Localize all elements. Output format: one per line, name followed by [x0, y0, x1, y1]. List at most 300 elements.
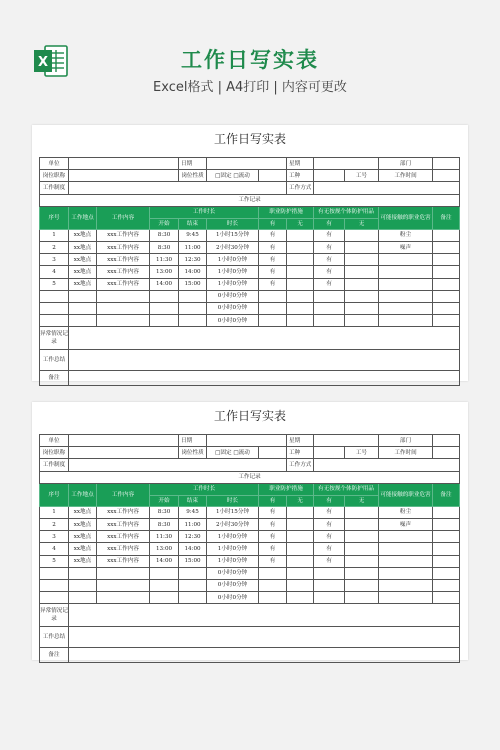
- table-cell: [97, 567, 150, 579]
- table-cell: 可能接触的职业危害: [379, 483, 433, 506]
- table-cell: [314, 435, 379, 447]
- table-cell: 有: [314, 229, 345, 241]
- table-cell: [345, 543, 379, 555]
- table-cell: 0小时0分钟: [207, 567, 259, 579]
- table-cell: [314, 447, 345, 459]
- table-cell: 0小时0分钟: [207, 302, 259, 314]
- table-cell: 1: [40, 229, 69, 241]
- table-cell: [379, 531, 433, 543]
- table-cell: [69, 290, 97, 302]
- table-cell: 可能接触的职业危害: [379, 206, 433, 229]
- table-cell: [259, 592, 287, 604]
- table-cell: 14:00: [150, 278, 179, 290]
- table-cell: 结束: [179, 495, 207, 506]
- table-cell: xxx工作内容: [97, 555, 150, 567]
- table-cell: 有: [314, 266, 345, 278]
- table-cell: 岗位性质: [179, 170, 207, 182]
- table-cell: [345, 567, 379, 579]
- table-cell: [345, 266, 379, 278]
- table-cell: [69, 302, 97, 314]
- table-cell: 异常情况记录: [40, 327, 69, 350]
- table-cell: 粉尘: [379, 229, 433, 241]
- table-cell: [345, 592, 379, 604]
- table-row: [40, 302, 460, 314]
- table-cell: 时长: [207, 495, 259, 506]
- table-cell: [179, 592, 207, 604]
- table-cell: 有: [314, 218, 345, 229]
- table-cell: 无: [287, 495, 314, 506]
- table-cell: 工号: [345, 170, 379, 182]
- table-cell: [179, 567, 207, 579]
- info-row: [40, 158, 460, 170]
- table-cell: 13:00: [150, 266, 179, 278]
- table-cell: [69, 459, 287, 471]
- table-cell: 有无按规个体防护用品: [314, 206, 379, 218]
- table-cell: 12:30: [179, 254, 207, 266]
- table-cell: 工作时长: [150, 483, 259, 495]
- record-title-row: [40, 194, 460, 206]
- table-cell: 11:30: [150, 254, 179, 266]
- record-table: [39, 157, 460, 386]
- table-cell: [379, 302, 433, 314]
- table-cell: [150, 315, 179, 327]
- table-cell: 2小时30分钟: [207, 241, 259, 253]
- table-cell: 1小时0分钟: [207, 278, 259, 290]
- table-cell: 日期: [179, 158, 207, 170]
- table-cell: xx地点: [69, 229, 97, 241]
- table-cell: [287, 555, 314, 567]
- table-cell: 无: [345, 218, 379, 229]
- table-cell: [150, 567, 179, 579]
- table-cell: 有: [314, 278, 345, 290]
- table-cell: [259, 290, 287, 302]
- table-cell: [345, 531, 379, 543]
- table-row: [40, 266, 460, 278]
- table-cell: 工作制度: [40, 459, 69, 471]
- table-cell: 岗位性质: [179, 447, 207, 459]
- table-cell: 工种: [287, 170, 314, 182]
- table-cell: 有: [314, 531, 345, 543]
- table-cell: [433, 543, 460, 555]
- table-cell: [433, 266, 460, 278]
- table-cell: [345, 506, 379, 518]
- table-cell: [69, 170, 179, 182]
- table-row: [40, 579, 460, 591]
- table-cell: 开始: [150, 495, 179, 506]
- table-cell: [150, 302, 179, 314]
- table-cell: 部门: [379, 435, 433, 447]
- table-cell: 工作制度: [40, 182, 69, 194]
- table-cell: [69, 648, 460, 663]
- table-cell: □固定 □流动: [207, 447, 259, 459]
- table-cell: 职业防护措施: [259, 206, 314, 218]
- table-cell: 5: [40, 555, 69, 567]
- table-cell: 工作方式: [287, 182, 314, 194]
- table-cell: 星期: [287, 435, 314, 447]
- table-cell: □固定 □流动: [207, 170, 259, 182]
- table-cell: 有: [259, 278, 287, 290]
- table-cell: 有: [259, 495, 287, 506]
- header: [0, 0, 500, 110]
- table-cell: 有: [314, 241, 345, 253]
- table-row: [40, 531, 460, 543]
- table-cell: [69, 604, 460, 627]
- table-cell: 4: [40, 543, 69, 555]
- table-cell: [433, 579, 460, 591]
- remark-row: [40, 371, 460, 386]
- table-cell: 11:00: [179, 241, 207, 253]
- table-cell: [40, 290, 69, 302]
- remark-row: [40, 648, 460, 663]
- table-cell: xxx工作内容: [97, 543, 150, 555]
- table-cell: xx地点: [69, 266, 97, 278]
- table-cell: 日期: [179, 435, 207, 447]
- table-cell: 8:30: [150, 518, 179, 530]
- table-cell: [433, 531, 460, 543]
- table-cell: 4: [40, 266, 69, 278]
- table-cell: [314, 567, 345, 579]
- table-cell: [433, 241, 460, 253]
- table-cell: xx地点: [69, 518, 97, 530]
- table-cell: 有: [259, 506, 287, 518]
- table-cell: [150, 290, 179, 302]
- table-row: [40, 229, 460, 241]
- table-cell: [287, 315, 314, 327]
- table-cell: 备注: [40, 371, 69, 386]
- table-cell: [433, 506, 460, 518]
- table-cell: 有: [314, 506, 345, 518]
- table-cell: [69, 592, 97, 604]
- summary-row: [40, 350, 460, 371]
- table-cell: [40, 567, 69, 579]
- table-cell: 工号: [345, 447, 379, 459]
- sheet-preview: [32, 125, 468, 381]
- table-cell: [433, 315, 460, 327]
- table-cell: [287, 266, 314, 278]
- sheet-preview: [32, 402, 468, 660]
- table-cell: 14:00: [150, 555, 179, 567]
- table-cell: 9:45: [179, 229, 207, 241]
- table-cell: 有: [259, 543, 287, 555]
- table-cell: 14:00: [179, 543, 207, 555]
- record-table: [39, 434, 460, 663]
- table-head-row: [40, 483, 460, 495]
- table-cell: 工作内容: [97, 206, 150, 229]
- svg-text:X: X: [37, 55, 49, 70]
- table-cell: [69, 435, 179, 447]
- table-cell: [259, 447, 287, 459]
- table-cell: [150, 579, 179, 591]
- table-cell: [345, 278, 379, 290]
- table-cell: [207, 158, 287, 170]
- table-cell: [259, 170, 287, 182]
- table-cell: [97, 290, 150, 302]
- table-cell: 结束: [179, 218, 207, 229]
- table-cell: 工作时长: [150, 206, 259, 218]
- table-cell: 11:30: [150, 531, 179, 543]
- table-cell: [40, 592, 69, 604]
- table-cell: [345, 290, 379, 302]
- table-cell: 工作地点: [69, 483, 97, 506]
- table-cell: [345, 518, 379, 530]
- table-cell: [314, 182, 460, 194]
- abnormal-row: [40, 604, 460, 627]
- table-cell: xxx工作内容: [97, 278, 150, 290]
- table-cell: 9:45: [179, 506, 207, 518]
- table-cell: 有: [259, 229, 287, 241]
- table-cell: [69, 350, 460, 371]
- table-cell: [40, 579, 69, 591]
- table-cell: xxx工作内容: [97, 518, 150, 530]
- table-cell: [379, 315, 433, 327]
- table-row: [40, 567, 460, 579]
- table-cell: xxx工作内容: [97, 229, 150, 241]
- table-cell: [433, 518, 460, 530]
- table-cell: 有: [259, 241, 287, 253]
- table-cell: 有: [259, 266, 287, 278]
- table-head-row: [40, 206, 460, 218]
- page-title: 工作日写实表: [181, 48, 319, 72]
- table-cell: 开始: [150, 218, 179, 229]
- info-row: [40, 447, 460, 459]
- table-cell: 有: [314, 254, 345, 266]
- table-cell: 有无按规个体防护用品: [314, 483, 379, 495]
- table-cell: xx地点: [69, 278, 97, 290]
- table-cell: [179, 290, 207, 302]
- table-cell: [345, 579, 379, 591]
- table-row: [40, 315, 460, 327]
- table-cell: [40, 315, 69, 327]
- table-cell: 0小时0分钟: [207, 315, 259, 327]
- table-cell: [345, 254, 379, 266]
- table-cell: 0小时0分钟: [207, 290, 259, 302]
- table-cell: 异常情况记录: [40, 604, 69, 627]
- table-cell: 1小时0分钟: [207, 543, 259, 555]
- table-cell: [433, 435, 460, 447]
- table-cell: [379, 254, 433, 266]
- table-cell: [179, 315, 207, 327]
- table-cell: [379, 290, 433, 302]
- table-cell: 备注: [40, 648, 69, 663]
- table-cell: xx地点: [69, 506, 97, 518]
- table-cell: [287, 506, 314, 518]
- summary-row: [40, 627, 460, 648]
- table-row: [40, 543, 460, 555]
- table-cell: 1小时0分钟: [207, 531, 259, 543]
- table-cell: 工种: [287, 447, 314, 459]
- table-cell: [433, 158, 460, 170]
- table-cell: 工作总结: [40, 627, 69, 648]
- table-cell: [433, 447, 460, 459]
- table-cell: [433, 302, 460, 314]
- table-cell: [97, 302, 150, 314]
- table-cell: 部门: [379, 158, 433, 170]
- table-cell: 有: [259, 518, 287, 530]
- table-cell: 有: [259, 531, 287, 543]
- table-cell: 3: [40, 254, 69, 266]
- table-cell: [179, 302, 207, 314]
- table-cell: 有: [259, 254, 287, 266]
- table-cell: [345, 229, 379, 241]
- table-cell: 有: [314, 555, 345, 567]
- table-cell: [345, 241, 379, 253]
- table-cell: 时长: [207, 218, 259, 229]
- table-cell: [433, 290, 460, 302]
- table-cell: [287, 290, 314, 302]
- record-title-row: [40, 471, 460, 483]
- table-cell: [287, 229, 314, 241]
- table-row: [40, 592, 460, 604]
- table-cell: xxx工作内容: [97, 254, 150, 266]
- table-cell: 8:30: [150, 241, 179, 253]
- table-cell: 工作地点: [69, 206, 97, 229]
- table-cell: [433, 592, 460, 604]
- table-cell: 有: [314, 543, 345, 555]
- table-row: [40, 518, 460, 530]
- table-cell: 2小时30分钟: [207, 518, 259, 530]
- info-row: [40, 435, 460, 447]
- table-cell: [314, 459, 460, 471]
- table-cell: [314, 592, 345, 604]
- table-cell: [433, 278, 460, 290]
- table-cell: 13:00: [150, 543, 179, 555]
- table-cell: 工作方式: [287, 459, 314, 471]
- table-cell: [69, 371, 460, 386]
- table-cell: 0小时0分钟: [207, 592, 259, 604]
- table-cell: [433, 229, 460, 241]
- table-cell: [345, 555, 379, 567]
- table-cell: 8:30: [150, 229, 179, 241]
- table-cell: xxx工作内容: [97, 266, 150, 278]
- table-cell: [259, 567, 287, 579]
- table-cell: [314, 158, 379, 170]
- table-cell: [345, 315, 379, 327]
- table-cell: 无: [345, 495, 379, 506]
- table-cell: xxx工作内容: [97, 531, 150, 543]
- table-cell: [179, 579, 207, 591]
- table-cell: 工作总结: [40, 350, 69, 371]
- table-cell: 3: [40, 531, 69, 543]
- table-cell: 有: [314, 518, 345, 530]
- table-cell: 备注: [433, 206, 460, 229]
- table-cell: [150, 592, 179, 604]
- table-cell: 有: [259, 555, 287, 567]
- table-cell: [97, 579, 150, 591]
- table-cell: [287, 254, 314, 266]
- table-cell: [379, 543, 433, 555]
- table-cell: 1小时15分钟: [207, 229, 259, 241]
- table-cell: [314, 290, 345, 302]
- table-cell: 14:00: [179, 266, 207, 278]
- table-cell: 2: [40, 241, 69, 253]
- table-cell: 有: [314, 495, 345, 506]
- table-cell: [69, 579, 97, 591]
- table-cell: 星期: [287, 158, 314, 170]
- table-row: [40, 241, 460, 253]
- table-cell: 噪声: [379, 518, 433, 530]
- table-cell: [259, 579, 287, 591]
- table-cell: 12:30: [179, 531, 207, 543]
- table-cell: xx地点: [69, 241, 97, 253]
- sheet-title: 工作日写实表: [213, 132, 286, 146]
- table-cell: 1小时0分钟: [207, 254, 259, 266]
- table-cell: 岗位职称: [40, 447, 69, 459]
- table-cell: [259, 315, 287, 327]
- table-cell: [69, 627, 460, 648]
- table-cell: 1小时15分钟: [207, 506, 259, 518]
- table-cell: xxx工作内容: [97, 241, 150, 253]
- table-cell: [40, 302, 69, 314]
- table-cell: [379, 592, 433, 604]
- table-cell: 单位: [40, 158, 69, 170]
- table-cell: 0小时0分钟: [207, 579, 259, 591]
- table-cell: 工作内容: [97, 483, 150, 506]
- table-cell: [379, 278, 433, 290]
- table-cell: [287, 592, 314, 604]
- table-cell: [69, 447, 179, 459]
- table-cell: 2: [40, 518, 69, 530]
- table-row: [40, 254, 460, 266]
- table-cell: 15:00: [179, 555, 207, 567]
- table-cell: 工作记录: [40, 194, 460, 206]
- info-row: [40, 459, 460, 471]
- table-cell: 11:00: [179, 518, 207, 530]
- table-cell: xx地点: [69, 531, 97, 543]
- table-cell: [69, 158, 179, 170]
- table-cell: [69, 315, 97, 327]
- table-cell: [287, 278, 314, 290]
- table-cell: 8:30: [150, 506, 179, 518]
- table-cell: [259, 302, 287, 314]
- table-cell: [314, 315, 345, 327]
- table-cell: [433, 254, 460, 266]
- table-cell: [433, 567, 460, 579]
- table-cell: [97, 315, 150, 327]
- info-row: [40, 182, 460, 194]
- page-subtitle: Excel格式 | A4打印 | 内容可更改: [153, 80, 347, 95]
- table-cell: [287, 531, 314, 543]
- table-cell: [314, 170, 345, 182]
- table-cell: 1小时0分钟: [207, 266, 259, 278]
- table-cell: [345, 302, 379, 314]
- table-cell: [207, 435, 287, 447]
- sheet-title: 工作日写实表: [213, 409, 286, 423]
- table-cell: 岗位职称: [40, 170, 69, 182]
- table-cell: [287, 567, 314, 579]
- table-cell: [69, 182, 287, 194]
- table-cell: xxx工作内容: [97, 506, 150, 518]
- table-cell: [97, 592, 150, 604]
- table-cell: xx地点: [69, 555, 97, 567]
- table-row: [40, 278, 460, 290]
- table-cell: xx地点: [69, 543, 97, 555]
- table-cell: [287, 241, 314, 253]
- table-row: [40, 506, 460, 518]
- table-cell: [287, 579, 314, 591]
- table-cell: 1: [40, 506, 69, 518]
- table-cell: [287, 543, 314, 555]
- table-cell: 单位: [40, 435, 69, 447]
- table-cell: 有: [259, 218, 287, 229]
- table-cell: [433, 555, 460, 567]
- table-cell: [379, 555, 433, 567]
- table-row: [40, 555, 460, 567]
- table-cell: [69, 327, 460, 350]
- table-cell: [379, 567, 433, 579]
- table-cell: 序号: [40, 206, 69, 229]
- table-cell: 5: [40, 278, 69, 290]
- table-cell: 粉尘: [379, 506, 433, 518]
